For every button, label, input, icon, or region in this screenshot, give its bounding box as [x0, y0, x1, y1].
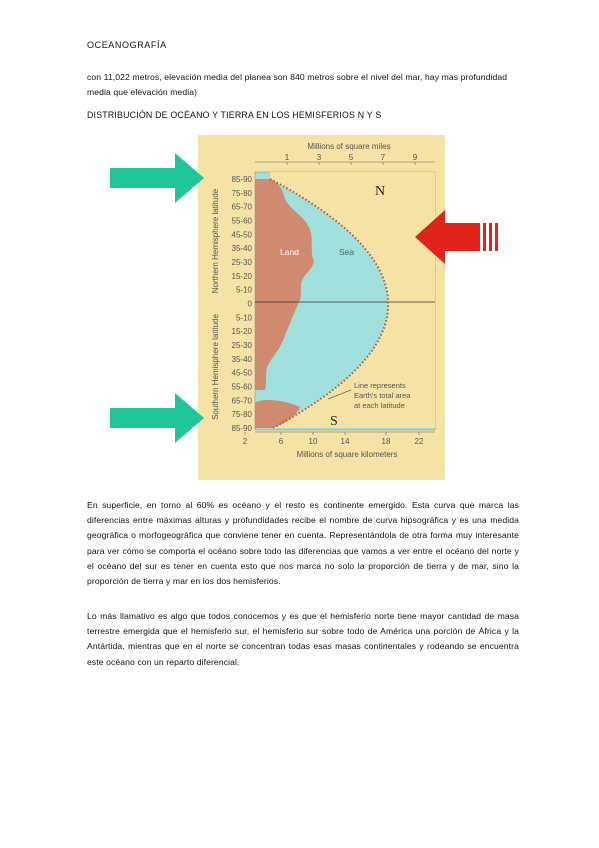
body-paragraph-2: Lo más llamativo es algo que todos conocemos y es que el hemisferio norte tiene mayor cantidad de masa terrestre emergida que el hemisferio sur, el hemisferio sur sobre todo de América una porción de África y la Antártida, mientras que en el norte se concentran todas esas masas continentales y rodeando se encuentra este océano con un reparto diferencial.: [87, 611, 519, 667]
red-arrow-stripe: [489, 223, 492, 251]
latitude-label: 45-50: [231, 368, 252, 378]
top-tick-label: 1: [284, 153, 290, 162]
bottom-tick-label: 6: [278, 437, 284, 446]
top-tick-label: 5: [348, 153, 354, 162]
bottom-tick-label: 14: [340, 437, 350, 446]
latitude-label: 45-50: [231, 230, 252, 240]
bottom-axis-title: Millions of square kilometers: [296, 450, 398, 459]
latitude-label: 0: [247, 299, 252, 309]
top-tick-label: 7: [380, 153, 386, 162]
top-tick-label: 9: [412, 153, 418, 162]
latitude-label: 15-20: [231, 271, 252, 281]
curve-note: [354, 381, 411, 410]
latitude-label: 35-40: [231, 354, 252, 364]
latitude-label: 75-80: [231, 188, 252, 198]
latitude-label: 35-40: [231, 244, 252, 254]
curve-note-line: Earth's total area: [354, 391, 411, 400]
bottom-tick-label: 2: [242, 437, 248, 446]
curve-note-line: at each latitude: [354, 401, 405, 410]
top-axis-title: Millions of square miles: [307, 142, 391, 151]
section-title: DISTRIBUCIÓN DE OCÉANO Y TIERRA EN LOS HEMISFERIOS N Y S: [87, 110, 382, 120]
latitude-label: 25-30: [231, 258, 252, 267]
latitude-label: 75-80: [231, 410, 252, 420]
northern-hemisphere-label: Northern Hemisphere latitude: [211, 188, 220, 294]
red-arrow-stripe: [483, 223, 486, 251]
green-arrow-south-icon: [110, 393, 204, 443]
south-label: S: [330, 414, 338, 429]
latitude-label: 85-90: [231, 175, 252, 184]
latitude-label: 15-20: [231, 327, 252, 337]
body-paragraph-1: En superficie, en torno al 60% es océano y el resto es continente emergido. Esta curva que marca las diferencias entre máximas alturas y profundidades recibe el nombre de curva hipsográfica y es una medida geográfica o morfogeográfica que conviene tener en cuenta. Representándola de otra forma muy interesante para ver cómo se comporta el océano sobre todo las diferencias que vamos a ver entre el océano del norte y el océano del sur es tener en cuenta esto que nos marca no solo la proporción de tierra y de mar, sino la proporción de tierra y mar en los dos hemisferios.: [87, 500, 519, 587]
sea-label: Sea: [339, 247, 355, 257]
bottom-tick-label: 22: [414, 437, 424, 446]
latitude-label: 55-60: [231, 382, 252, 392]
latitude-label: 25-30: [231, 341, 252, 350]
north-label: N: [375, 184, 386, 199]
latitude-label: 65-70: [231, 202, 252, 212]
land-label: Land: [280, 247, 299, 257]
bottom-tick-label: 10: [308, 437, 318, 446]
curve-note-line: Line represents: [354, 381, 406, 390]
latitude-label: 5-10: [235, 285, 252, 295]
latitude-label: 55-60: [231, 216, 252, 226]
intro-paragraph: con 11,022 metros, elevación media del planea son 840 metros sobre el nivel del mar, hay mas profundidad media que elevación media): [87, 72, 508, 98]
red-arrow-stripe: [495, 223, 498, 251]
latitude-label: 5-10: [235, 313, 252, 323]
latitude-label: 65-70: [231, 396, 252, 406]
page-header: OCEANOGRAFÍA: [87, 40, 167, 50]
southern-hemisphere-label: Southern Hemisphere latitude: [211, 314, 220, 420]
green-arrow-north-icon: [110, 153, 204, 203]
latitude-label: 85-90: [231, 424, 252, 433]
bottom-tick-label: 18: [381, 437, 391, 446]
top-tick-label: 3: [316, 153, 322, 162]
hemisphere-distribution-figure: [105, 135, 500, 480]
